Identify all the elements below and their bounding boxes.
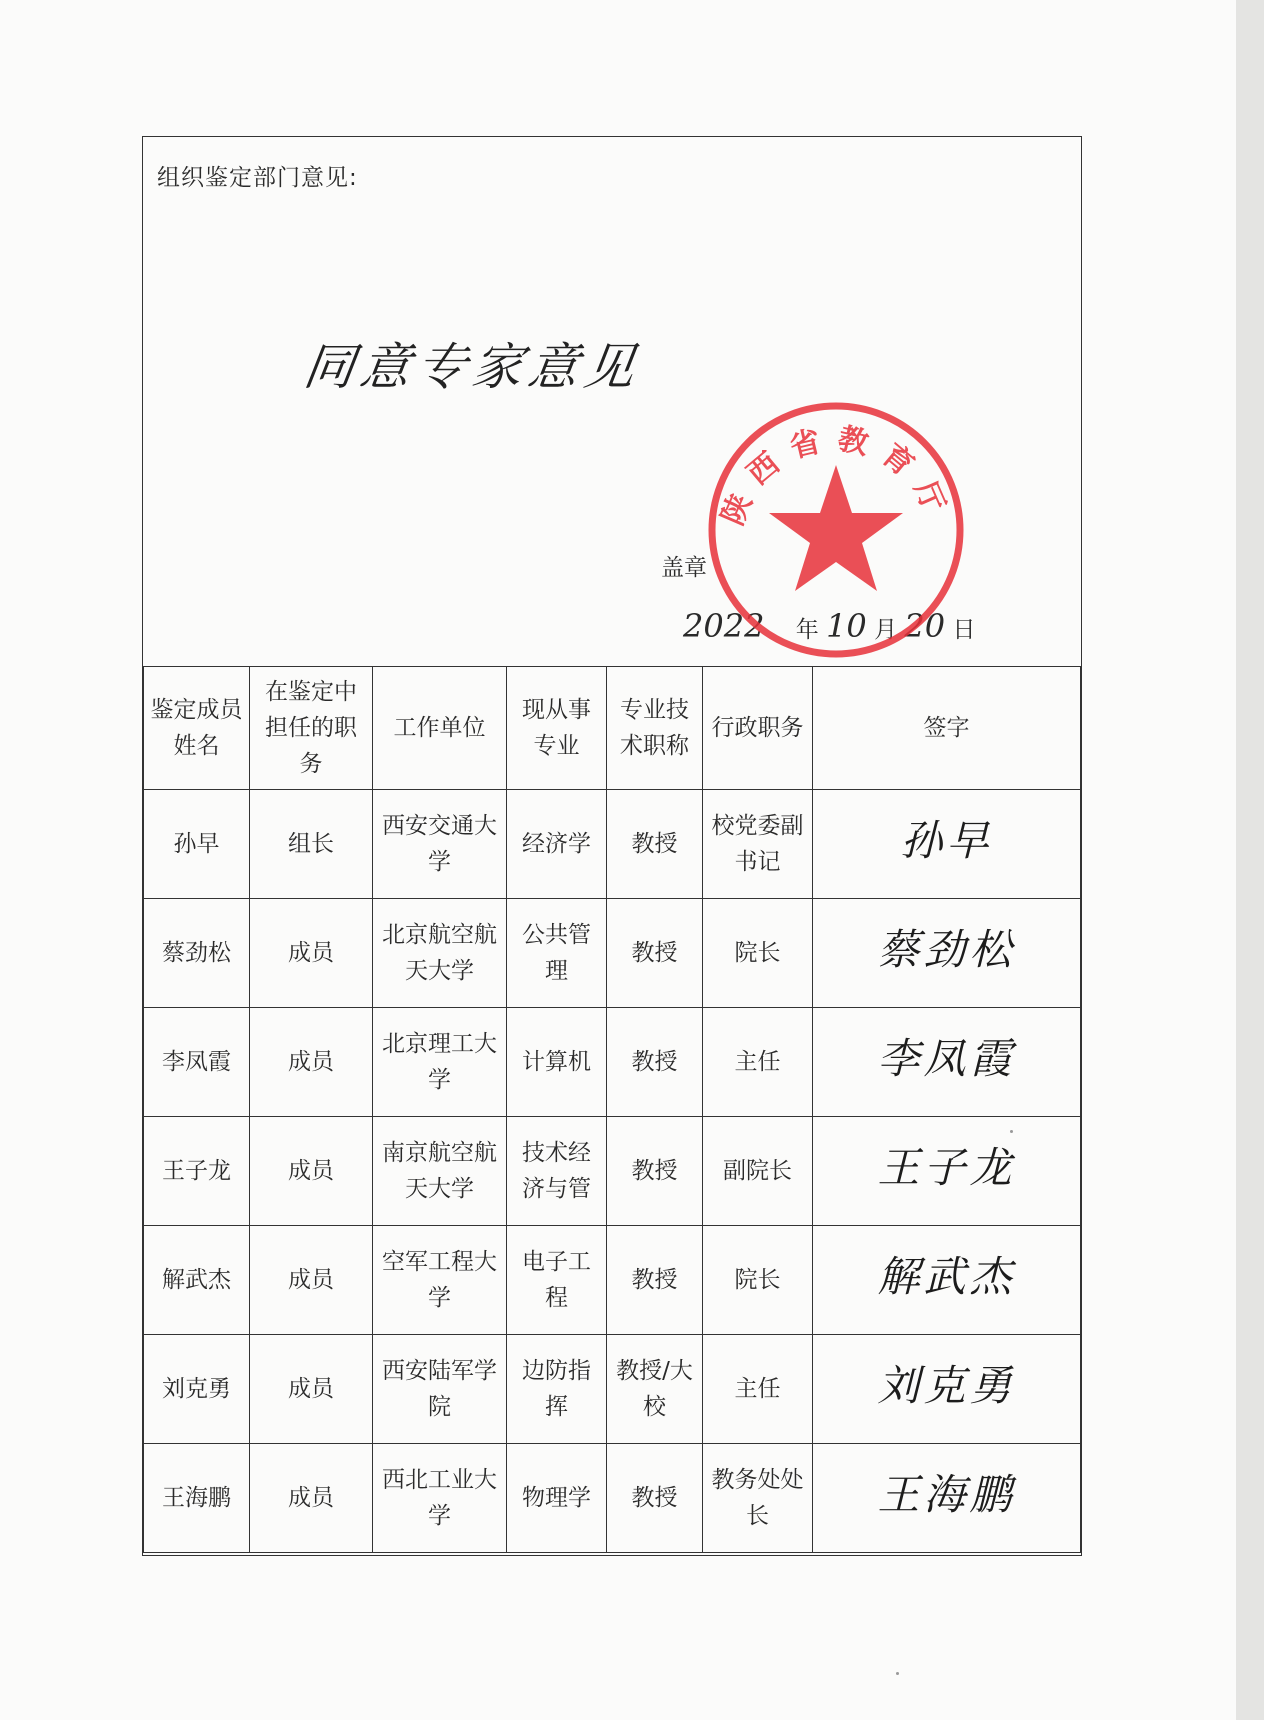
- member-unit: 西安陆军学院: [373, 1335, 507, 1444]
- seal-text: 陕西省教育厅: [715, 421, 957, 531]
- table-row: [144, 1008, 1081, 1117]
- member-position: 教务处处长: [703, 1444, 813, 1553]
- handwritten-signature: 王子龙: [877, 1142, 1016, 1192]
- date-year: 2022: [683, 607, 765, 645]
- member-signature: [813, 1008, 1081, 1117]
- header-role: 在鉴定中担任的职务: [250, 667, 373, 790]
- member-title: 教授/大校: [607, 1335, 703, 1444]
- member-major: 公共管理: [507, 899, 607, 1008]
- member-position: 院长: [703, 899, 813, 1008]
- handwritten-signature: 王海鹏: [877, 1469, 1016, 1519]
- member-table: [143, 666, 1081, 1553]
- member-role: 成员: [250, 1117, 373, 1226]
- date-day: 20: [904, 607, 946, 645]
- scan-speck: [896, 1672, 899, 1675]
- member-title: 教授: [607, 1008, 703, 1117]
- member-major: 电子工程: [507, 1226, 607, 1335]
- member-name: 王海鹏: [144, 1444, 250, 1553]
- member-name: 王子龙: [144, 1117, 250, 1226]
- member-signature: [813, 1226, 1081, 1335]
- member-name: 解武杰: [144, 1226, 250, 1335]
- day-suffix: 日: [952, 617, 976, 643]
- member-signature: [813, 1117, 1081, 1226]
- table-row: [144, 790, 1081, 899]
- header-position: 行政职务: [703, 667, 813, 790]
- member-role: 成员: [250, 899, 373, 1008]
- handwritten-opinion: 同意专家意见: [300, 338, 645, 396]
- table-row: [144, 899, 1081, 1008]
- member-position: 副院长: [703, 1117, 813, 1226]
- header-title: 专业技术职称: [607, 667, 703, 790]
- member-role: 成员: [250, 1008, 373, 1117]
- header-major: 现从事专业: [507, 667, 607, 790]
- member-major: 经济学: [507, 790, 607, 899]
- member-name: 孙早: [144, 790, 250, 899]
- handwritten-signature: 李凤霞: [877, 1033, 1016, 1083]
- member-role: 成员: [250, 1444, 373, 1553]
- member-signature: [813, 790, 1081, 899]
- member-signature: [813, 1335, 1081, 1444]
- header-name: 鉴定成员姓名: [144, 667, 250, 790]
- member-title: 教授: [607, 1444, 703, 1553]
- member-major: 计算机: [507, 1008, 607, 1117]
- member-signature: [813, 899, 1081, 1008]
- member-unit: 西北工业大学: [373, 1444, 507, 1553]
- member-title: 教授: [607, 790, 703, 899]
- table-header-row: [144, 667, 1081, 790]
- member-position: 校党委副书记: [703, 790, 813, 899]
- member-unit: 北京理工大学: [373, 1008, 507, 1117]
- handwritten-signature: 刘克勇: [877, 1360, 1016, 1410]
- seal-label: 盖章: [661, 555, 707, 581]
- year-suffix: 年: [795, 617, 819, 643]
- table-row: [144, 1226, 1081, 1335]
- member-position: 院长: [703, 1226, 813, 1335]
- member-title: 教授: [607, 1226, 703, 1335]
- member-name: 李凤霞: [144, 1008, 250, 1117]
- member-unit: 西安交通大学: [373, 790, 507, 899]
- scan-edge-shadow: [1236, 0, 1264, 1720]
- handwritten-signature: 孙早: [900, 815, 993, 865]
- member-signature: [813, 1444, 1081, 1553]
- official-seal: [701, 395, 971, 665]
- member-unit: 空军工程大学: [373, 1226, 507, 1335]
- member-role: 成员: [250, 1335, 373, 1444]
- table-row: [144, 1117, 1081, 1226]
- member-position: 主任: [703, 1008, 813, 1117]
- date-month: 10: [826, 607, 867, 645]
- member-role: 成员: [250, 1226, 373, 1335]
- form-frame: [142, 136, 1082, 1556]
- seal-star: [769, 465, 903, 591]
- member-role: 组长: [250, 790, 373, 899]
- member-unit: 南京航空航天大学: [373, 1117, 507, 1226]
- member-title: 教授: [607, 899, 703, 1008]
- header-signature: 签字: [813, 667, 1081, 790]
- month-suffix: 月: [874, 617, 898, 643]
- member-title: 教授: [607, 1117, 703, 1226]
- table-row: [144, 1335, 1081, 1444]
- opinion-title: 组织鉴定部门意见:: [157, 165, 358, 191]
- member-major: 技术经济与管: [507, 1117, 607, 1226]
- header-unit: 工作单位: [373, 667, 507, 790]
- member-name: 蔡劲松: [144, 899, 250, 1008]
- handwritten-signature: 解武杰: [877, 1251, 1016, 1301]
- member-major: 物理学: [507, 1444, 607, 1553]
- handwritten-signature: 蔡劲松: [877, 924, 1016, 974]
- opinion-section: [143, 137, 1080, 667]
- member-name: 刘克勇: [144, 1335, 250, 1444]
- member-major: 边防指挥: [507, 1335, 607, 1444]
- table-row: [144, 1444, 1081, 1553]
- member-position: 主任: [703, 1335, 813, 1444]
- member-unit: 北京航空航天大学: [373, 899, 507, 1008]
